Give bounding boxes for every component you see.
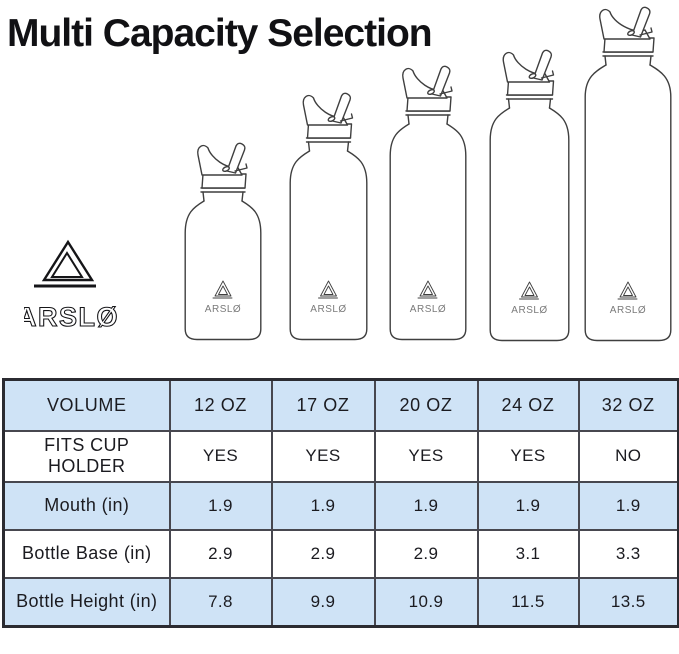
row-label-cell: FITS CUP HOLDER bbox=[4, 431, 170, 482]
value-cell: YES bbox=[170, 431, 272, 482]
table-row-fits-cup-holder bbox=[4, 431, 679, 482]
row-label-cell: Mouth (in) bbox=[4, 482, 170, 530]
value-cell: 1.9 bbox=[478, 482, 579, 530]
logo-outer-triangle-icon bbox=[44, 242, 92, 280]
page-title: Multi Capacity Selection bbox=[7, 12, 432, 55]
bottle-17oz bbox=[289, 89, 368, 341]
table-row-mouth bbox=[4, 482, 679, 530]
header-cell-32oz: 32 OZ bbox=[579, 380, 679, 431]
svg-text:ARSLØ: ARSLØ bbox=[409, 304, 447, 315]
brand-wordmark: ARSLØ bbox=[24, 302, 119, 332]
svg-text:ARSLØ: ARSLØ bbox=[310, 304, 347, 315]
header-cell-24oz: 24 OZ bbox=[478, 380, 579, 431]
value-cell: 9.9 bbox=[272, 578, 375, 627]
value-cell: 13.5 bbox=[579, 578, 679, 627]
header-cell-17oz: 17 OZ bbox=[272, 380, 375, 431]
value-cell: YES bbox=[478, 431, 579, 482]
bottle-32oz bbox=[584, 3, 672, 342]
value-cell: 11.5 bbox=[478, 578, 579, 627]
value-cell: 1.9 bbox=[579, 482, 679, 530]
value-cell: 1.9 bbox=[272, 482, 375, 530]
value-cell: 3.1 bbox=[478, 530, 579, 578]
value-cell: 1.9 bbox=[375, 482, 478, 530]
value-cell: 10.9 bbox=[375, 578, 478, 627]
header-cell-20oz: 20 OZ bbox=[375, 380, 478, 431]
table-row-bottle-base bbox=[4, 530, 679, 578]
bottle-12oz bbox=[184, 139, 262, 341]
value-cell: 2.9 bbox=[170, 530, 272, 578]
header-cell-volume: VOLUME bbox=[4, 380, 170, 431]
value-cell: 7.8 bbox=[170, 578, 272, 627]
value-cell: NO bbox=[579, 431, 679, 482]
value-cell: 3.3 bbox=[579, 530, 679, 578]
table-row-bottle-height bbox=[4, 578, 679, 627]
value-cell: 1.9 bbox=[170, 482, 272, 530]
value-cell: 2.9 bbox=[272, 530, 375, 578]
row-label-cell: Bottle Base (in) bbox=[4, 530, 170, 578]
value-cell: 2.9 bbox=[375, 530, 478, 578]
value-cell: YES bbox=[375, 431, 478, 482]
bottle-24oz bbox=[489, 46, 570, 342]
brand-logo-icon bbox=[24, 238, 134, 338]
bottle-20oz bbox=[389, 62, 467, 341]
header-cell-12oz: 12 OZ bbox=[170, 380, 272, 431]
row-label-cell: Bottle Height (in) bbox=[4, 578, 170, 627]
svg-text:ARSLØ: ARSLØ bbox=[204, 304, 242, 315]
svg-text:ARSLØ: ARSLØ bbox=[609, 305, 647, 316]
brand-logo bbox=[24, 238, 134, 338]
table-header-row bbox=[4, 380, 679, 431]
spec-table bbox=[2, 378, 679, 628]
svg-text:ARSLØ: ARSLØ bbox=[511, 305, 548, 316]
value-cell: YES bbox=[272, 431, 375, 482]
